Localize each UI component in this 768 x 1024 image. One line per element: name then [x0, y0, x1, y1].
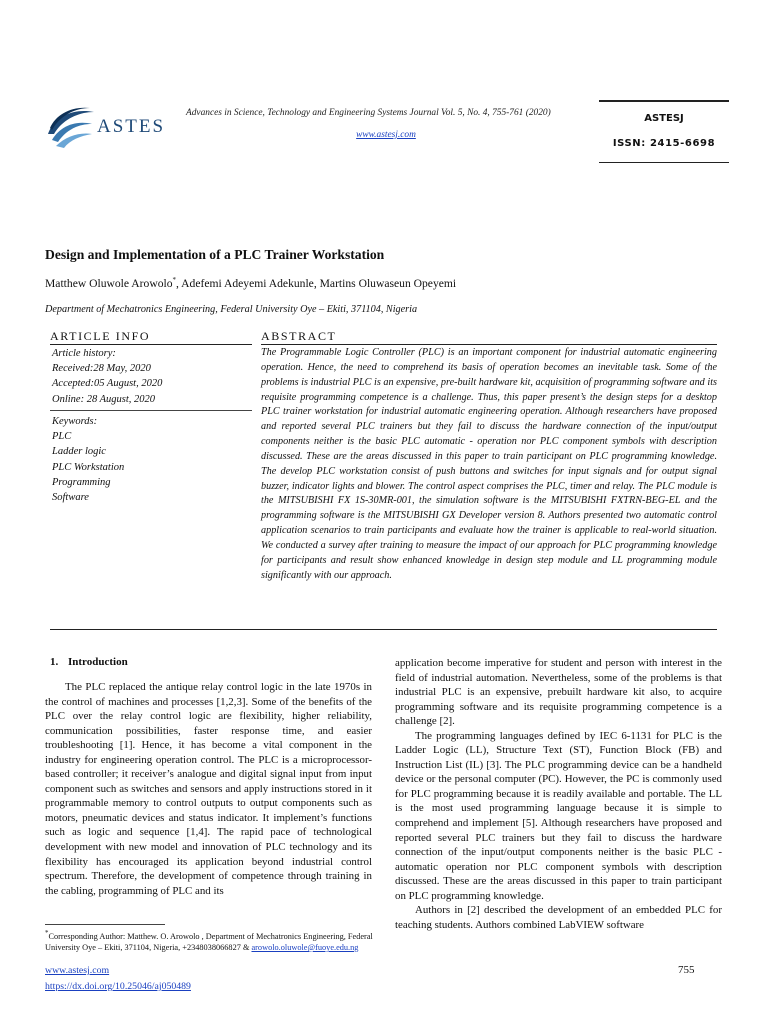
abstract-bottom-rule: [50, 629, 717, 630]
history-received: Received:28 May, 2020: [52, 363, 151, 375]
footnote-rule: [45, 924, 165, 925]
keywords-list: [52, 414, 252, 505]
paper-authors: [45, 276, 456, 290]
section-number: 1.: [50, 656, 59, 668]
footer-url-link[interactable]: www.astesj.com: [45, 965, 110, 976]
footer-doi-link[interactable]: https://dx.doi.org/10.25046/aj050489: [45, 981, 191, 992]
left-column: [45, 680, 372, 898]
keyword-item: Programming: [52, 476, 111, 488]
keyword-item: PLC: [52, 431, 72, 443]
article-info-rule: [50, 344, 252, 345]
section-heading-introduction: [50, 656, 128, 668]
history-accepted: Accepted:05 August, 2020: [52, 378, 163, 390]
article-info-heading: ARTICLE INFO: [50, 329, 151, 343]
abstract-text: The Programmable Logic Controller (PLC) is an important component for industrial automatic engineering operation. Hence, the need to comprehend its basis of operation becomes an inevitable task. Some of the problems is industrial PLC is an expensive, pre-built hardware kit, acquisition of programming software and its requisite programming competence is a challenge. Thus, this paper present’s the design steps for a desktop PLC trainer workstation for industrial automatic engineering operation. Although researchers have proposed and reported several PLC trainers but they fail to discuss the hardware connection of the input/output components neither is the basic PLC automatic - operation nor PLC component symbols with description discussed. These are the areas discussed in this paper to train participant on PLC programming knowledge. The develop PLC workstation consist of push buttons and switches for input signals and for output signal buzzer, indicator lights and blower. The control aspect comprises the PLC, timer and relay. The PLC module is the MITSUBISHI FX 1S-30MR-001, the simulation software is the MITSUBISHI FXTRN-BEG-EL and the programming software is the MITSUBISHI GX Developer version 8. Authors presented two automatic control application scenarios to train participants and evaluate how the trainer is applicable to real-world situation. We conducted a survey after training to measure the impact of our approach for PLC programming knowledge for participants and result show enhanced knowledge in design step module and LL programming module significantly with our approach.: [261, 347, 717, 581]
journal-citation: Advances in Science, Technology and Engineering Systems Journal Vol. 5, No. 4, 755-761 (2020): [186, 108, 551, 118]
footnote-mark: *: [45, 930, 49, 937]
author-others: , Adefemi Adeyemi Adekunle, Martins Oluwaseun Opeyemi: [176, 276, 457, 290]
keyword-item: Software: [52, 492, 89, 504]
abstract-heading: ABSTRACT: [261, 329, 337, 343]
history-keywords-divider: [50, 410, 252, 411]
author-email-link[interactable]: arowolo.oluwole@fuoye.edu.ng: [251, 942, 359, 952]
body-paragraph: Authors in [2] described the development of an embedded PLC for teaching students. Authors combined LabVIEW software: [395, 904, 722, 931]
history-label: Article history:: [52, 348, 116, 359]
section-title: Introduction: [68, 656, 128, 668]
journal-issn: ISSN: 2415-6698: [612, 138, 716, 149]
corresponding-mark: *: [172, 276, 177, 284]
author-primary: Matthew Oluwole Arowolo: [45, 276, 173, 290]
history-online: Online: 28 August, 2020: [52, 393, 156, 405]
body-paragraph: The programming languages defined by IEC 6-1131 for PLC is the Ladder Logic (LL), Structure Text (ST), Function Block (FB) and Instruction List (IL) [3]. The PLC programming device can be a handheld device or the personal computer (PC). However, the PC is commonly used for PLC programming because it is readily available and portable. The LL is the most used programming language because it is simple to comprehend and implement [5]. Although researchers have proposed and reported several PLC trainers but they fail to discuss the hardware connection of the input/output components neither is the basic PLC - automatic operation nor PLC component symbols with description discussed. These are the areas discussed in this paper to train participant on PLC programming knowledge.: [395, 729, 722, 902]
corresponding-author-footnote: [45, 928, 380, 953]
body-paragraph: application become imperative for student and person with interest in the field of industrial automation. Nevertheless, some of the problems is that industrial PLC is an expensive, prebuilt hardware kit also, to acquire programming software and its requisite programming competence is a challenge [2].: [395, 657, 722, 728]
article-history: [52, 346, 252, 407]
journal-abbrev: ASTESJ: [644, 113, 684, 124]
right-column: [395, 656, 722, 932]
keywords-label: Keywords:: [52, 416, 98, 427]
journal-url-link[interactable]: www.astesj.com: [356, 130, 416, 140]
keyword-item: Ladder logic: [52, 446, 106, 458]
paper-title: Design and Implementation of a PLC Trainer Workstation: [45, 247, 385, 262]
body-paragraph: The PLC replaced the antique relay control logic in the late 1970s in the control of machines and processes [1,2,3]. Some of the benefits of the PLC over the relay control logic are flexibility, higher reliability, communication possibilities, faster response time, and easier troubleshooting [1]. Hence, it has become a vital component in the industry for engineering operation control. The PLC is a microprocessor-based controller; it receiver’s analogue and digital signal input from input component such as switches and sensors and apply instructions stored in it programmable memory to control outputs to output components such as motors, pneumatic devices and status indicator. It implement’s functions such as logic and sequence [1,4]. The rapid pace of technological development with new model and innovation of PLC technology and its flexibility has encouraged its application beyond industrial control spectrum. Therefore, the development of competence through training in the cabling, programming of PLC and its: [45, 681, 372, 897]
logo-text: ASTES: [97, 116, 166, 137]
journal-id-box: [599, 100, 729, 163]
page-number: 755: [678, 964, 695, 976]
abstract-rule: [261, 344, 717, 345]
keyword-item: PLC Workstation: [52, 461, 125, 473]
footnote-text: Corresponding Author: Matthew. O. Arowolo , Department of Mechatronics Engineering, Federal University Oye – Ekiti, 371104, Nigeria, +2348038066827 &: [45, 931, 373, 952]
paper-affiliation: Department of Mechatronics Engineering, Federal University Oye – Ekiti, 371104, Nigeria: [45, 304, 418, 315]
